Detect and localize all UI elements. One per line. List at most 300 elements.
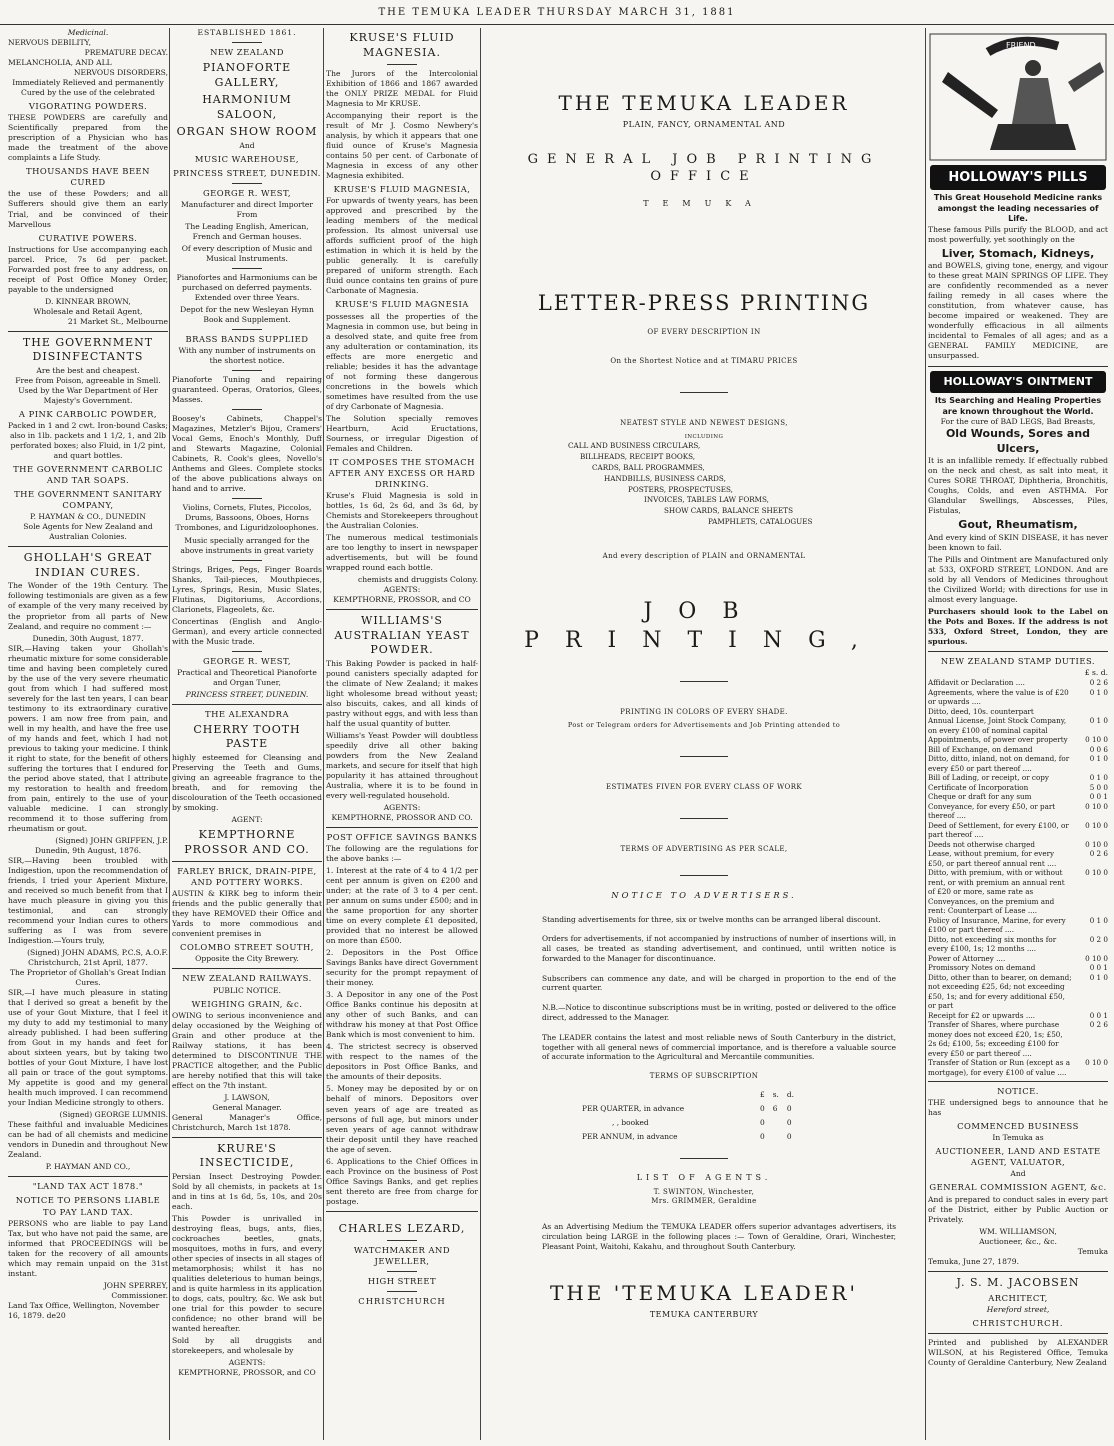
divider [680, 875, 728, 876]
job-office: GENERAL JOB PRINTING OFFICE [527, 151, 881, 185]
section-label: Medicinal. [67, 28, 109, 37]
ad-heading: This Great Household Medicine ranks amongst the leading necessaries of Life. [933, 193, 1103, 224]
ad-heading: GEORGE R. WEST, [202, 187, 292, 198]
job-text: On the Shortest Notice and at TIMARU PRICES [610, 356, 798, 365]
ad-heading: NERVOUS DISORDERS, [73, 68, 168, 78]
ad-text: SIR,—Having taken your Ghollah's rheumatic mixture for some considerable time and having been completely cured by the use of the very severe rheumatic gout from which I had suffered most severely for the last ten years, I can bear testimony to its extraordinary curative powers. I am now free from pain, and well in my health, and have the free use of my hands and feet, which I had not previous to taking your medicine. I think it right to state, for the benefit of others suffering the tortures that I endured for the period above stated, that I attribute my restoration to health and freedom from pain, entirely to the use of your valuable medicine. I can strongly recommend it to those suffering from rheumatism or gout. [8, 643, 168, 833]
ad-text: The Pills and Ointment are Manufactured only at 533, OXFORD STREET, LONDON. And are sold by all Vendors of Medicines throughout the Civilized World; with directions for use in almost every language. [928, 554, 1108, 604]
letterpress-heading: LETTER-PRESS PRINTING [537, 290, 871, 315]
ad-text: The numerous medical testimonials are too lengthy to insert in newspaper advertisements, but will be found wrapped round each bottle. [326, 533, 478, 573]
divider [387, 1240, 417, 1241]
job-text: PRINTING IN COLORS OF EVERY SHADE. [620, 708, 788, 717]
list-item: INVOICES, TABLES LAW FORMS, [644, 495, 769, 505]
ad-heading: COLOMBO STREET SOUTH, [180, 942, 314, 953]
ad-text: possesses all the properties of the Magnesia in common use, but being in a desolved state, and quite free from any adulteration or contamination, its effects are more energetic and reliable; besides it has the advantage of not forming these dangerous concretions in the bowels which sometimes have resulted from the use of dry Carbonate of Magnesia. [326, 311, 478, 411]
ad-heading: NEW ZEALAND RAILWAYS. [182, 973, 312, 984]
table-cell: Bill of Exchange, on demand [928, 744, 1033, 754]
ad-text: With any number of instruments on the shortest notice. [178, 346, 316, 366]
job-text: Post or Telegram orders for Advertisements and Job Printing attended to [567, 721, 841, 730]
ad-text: Purchasers should look to the Label on the Pots and Boxes. If the address is not 533, Oxford Street, London, they are spurious. [928, 606, 1108, 646]
ad-text: Kruse's Fluid Magnesia is sold in bottles, 1s 6d, 2s 6d, and 3s 6d, by Chemists and Storekeepers throughout the Australian Colonies. [326, 491, 478, 531]
job-text: ESTIMATES FIVEN FOR EVERY CLASS OF WORK [606, 783, 802, 792]
table-cell: PER ANNUM, in advance [582, 1131, 678, 1141]
table-cell: 0 10 0 [1085, 735, 1108, 745]
ad-text: Boosey's Cabinets, Chappel's Magazines, Metzler's Bijou, Cramers' Vocal Gems, Enoch's Monthly, Duff and Stewarts Magazine, Colonial Cabinets, R. Cook's glees, Novello's Anthems and Glees. Complete stocks of the above publications always on hand and to arrive. [172, 414, 322, 494]
masthead-text: THE TEMUKA LEADER THURSDAY MARCH 31, 1881 [378, 7, 736, 18]
ad-text: Hereford street, [986, 1305, 1050, 1315]
table-cell: 0 [786, 1117, 792, 1127]
ad-text: The Leading English, American, French and German houses. [185, 222, 309, 242]
ad-text: Free from Poison, agreeable in Smell. Used by the War Department of Her Majesty's Government. [15, 375, 161, 405]
divider [232, 268, 262, 269]
ad-heading: A PINK CARBOLIC POWDER, [18, 408, 158, 419]
ad-heading: NEW ZEALAND STAMP DUTIES. [940, 655, 1096, 666]
divider [232, 560, 262, 561]
table-row [928, 716, 1108, 735]
table-row [928, 1011, 1108, 1021]
ad-text: PUBLIC NOTICE. [213, 985, 281, 995]
ad-text: For upwards of twenty years, has been approved and prescribed by the leading members of the medical profession. Its almost universal use affords sufficient proof of the high estimation in which it is held by the public generally. It is carefully prepared of uniform strength. Each fluid ounce contains ten grains of pure Carbonate of Magnesia. [326, 196, 478, 296]
divider [232, 329, 262, 330]
table-row [928, 802, 1108, 821]
ad-text: Wholesale and Retail Agent, [33, 306, 143, 316]
divider [232, 498, 262, 499]
holloways-pills-banner: HOLLOWAY'S PILLS [930, 165, 1106, 190]
ad-text: Land Tax Office, Wellington, November 16, 1879. [8, 1300, 160, 1320]
table-cell: Ditto, not exceeding six months for every £100, 1s; 12 months .... [928, 934, 1057, 954]
ad-text: The Jurors of the Intercolonial Exhibition of 1866 and 1867 awarded the ONLY PRIZE MEDAL for Fluid Magnesia to Mr KRUSE. [326, 69, 478, 109]
ad-text: 2. Depositors in the Post Office Savings Banks have direct Government security for the prompt repayment of their money. [326, 948, 478, 988]
table-cell: Affidavit or Declaration .... [928, 678, 1025, 688]
job-title: THE 'TEMUKA LEADER' [550, 1280, 858, 1305]
divider [928, 366, 1108, 367]
divider [8, 546, 168, 547]
ad-signature: KEMPTHORNE, PROSSOR AND CO. [331, 813, 473, 822]
ad-heading: WILLIAMS'S AUSTRALIAN YEAST POWDER. [334, 614, 470, 657]
table-cell: Transfer of Shares, where purchase money does not exceed £20, 1s; £50, 2s 6d; £100, 5s; exceeding £100 for every £50 or part thereof .... [928, 1020, 1063, 1058]
holloway-illustration [928, 32, 1108, 162]
divider [680, 392, 728, 393]
ad-heading: CHARLES LEZARD, [338, 1221, 466, 1235]
ad-heading: NERVOUS DEBILITY, [8, 38, 91, 48]
ad-text: Pianofortes and Harmoniums can be purchased on deferred payments. Extended over three Years. [176, 273, 318, 303]
holloways-ointment-banner: HOLLOWAY'S OINTMENT [930, 371, 1106, 394]
table-cell: 0 1 0 [1089, 754, 1108, 764]
table-row [928, 840, 1108, 850]
job-town: TEMUKA [643, 199, 765, 209]
ad-date: Christchurch, 21st April, 1877. [28, 958, 148, 968]
table-row [928, 1020, 1108, 1058]
divider [232, 42, 262, 43]
table-row [928, 849, 1108, 868]
table-row [928, 935, 1108, 954]
ad-text: And is prepared to conduct sales in every part of the District, either by Public Auction or Privately. [928, 1194, 1108, 1224]
table-cell: 0 10 0 [1085, 868, 1108, 878]
table-cell: 0 10 0 [1085, 953, 1108, 963]
column-2 [172, 28, 322, 1440]
ad-date: Temuka, June 27, 1879. [928, 1256, 1019, 1266]
ad-text: Manufacturer and direct Importer From [180, 199, 314, 219]
ad-heading: IT COMPOSES THE STOMACH AFTER ANY EXCESS OR HARD DRINKING. [328, 456, 476, 489]
table-row [582, 1103, 800, 1115]
ad-heading: PIANOFORTE GALLERY, [202, 61, 292, 89]
job-printing-heading: JOB PRINTING, [524, 599, 884, 654]
table-cell: Deeds not otherwise charged [928, 839, 1036, 849]
table-cell: Appointments, of power over property [928, 735, 1068, 745]
ad-text: General Manager's Office, Christchurch, March 1st 1878. [172, 1112, 322, 1132]
divider [680, 1158, 728, 1159]
ad-heading: KRURE'S INSECTICIDE, [199, 1141, 295, 1170]
ad-text: and BOWELS, giving tone, energy, and vigour to these great MAIN SPRINGS OF LIFE. They are confidently recommended as a never failing remedy in all cases where the constitution, from whatever cause, has become impaired or weakened. They are wonderfully efficacious in all ailments incidental to Females of all ages; and as a GENERAL FAMILY MEDICINE, are unsurpassed. [928, 261, 1108, 361]
ad-text: Opposite the City Brewery. [195, 954, 299, 964]
ad-text: Persian Insect Destroying Powder. Sold by all chemists, in packets at 1s and in tins at 1s 6d, 5s, 10s, and 20s each. [172, 1171, 322, 1211]
notice-text: The LEADER contains the latest and most reliable news of South Canterbury in the district, together with all general news of commercial importance, and is therefore a valuable source of accurate information to the Agricultural and Mercantile communities. [542, 1032, 896, 1062]
divider [928, 1271, 1108, 1272]
table-cell: Lease, without premium, for every £50, or part thereof annual rent .... [928, 849, 1057, 868]
ad-heading: BRASS BANDS SUPPLIED [185, 334, 309, 345]
job-text: NEATEST STYLE AND NEWEST DESIGNS, [620, 418, 788, 427]
table-cell [582, 1089, 758, 1101]
ad-text: These faithful and invaluable Medicines can be had of all chemists and medicine vendors in Dunedin and throughout New Zealand. [8, 1120, 168, 1160]
ad-text: Williams's Yeast Powder will doubtless speedily drive all other baking powders from the New Zealand markets, and secure for itself that high popularity it has attained throughout Australia, where it is to be found in every well-regulated household. [326, 730, 478, 800]
table-cell: Transfer of Station or Run (except as a mortgage), for every £100 of value .... [928, 1058, 1070, 1077]
job-text: OF EVERY DESCRIPTION IN [647, 327, 761, 336]
table-cell [1072, 707, 1108, 717]
ad-heading: THE GOVERNMENT DISINFECTANTS [22, 335, 154, 364]
divider [680, 818, 728, 819]
ad-signature: JOHN SPERREY, [103, 1280, 168, 1290]
table-row [928, 963, 1108, 973]
table-cell: Ditto, ditto, inland, not on demand, for every £50 or part thereof .... [928, 754, 1070, 773]
ad-text: 3. A Depositor in any one of the Post Office Banks continue his depositn at any other of such Banks, and can withdraw his money at that Post Office Bank which is most convenient to him. [326, 990, 478, 1040]
ad-heading: THE ALEXANDRA [205, 708, 289, 719]
ad-text: Of every description of Music and Musical Instruments. [181, 244, 313, 264]
notice-text: As an Advertising Medium the TEMUKA LEADER offers superior advantages advertisers, its circulation being LARGE in the following places :— Town of Geraldine, Orari, Winchester, Pleasant Point, Waitohi, Kakahu, and throughout South Canterbury. [542, 1222, 896, 1251]
ad-heading: KRUSE'S FLUID MAGNESIA. [349, 31, 455, 59]
subscription-heading: TERMS OF SUBSCRIPTION [649, 1072, 759, 1081]
ad-signature: (Signed) JOHN GRIFFEN, J.P. [55, 835, 168, 845]
ad-text: And [1010, 1169, 1026, 1179]
ad-text: AGENT: [231, 815, 263, 825]
table-header: £ s. d. [1084, 668, 1108, 678]
ad-heading: CHRISTCHURCH [358, 1296, 446, 1307]
table-cell: 0 [786, 1104, 792, 1114]
divider [232, 183, 262, 184]
list-item: CARDS, BALL PROGRAMMES, [592, 463, 705, 473]
ad-heading: THE GOVERNMENT SANITARY COMPANY, [14, 489, 162, 511]
ad-signature: P. HAYMAN AND CO., [45, 1162, 131, 1172]
divider [928, 651, 1108, 652]
divider [680, 756, 728, 757]
divider [232, 409, 262, 410]
divider [928, 1081, 1108, 1082]
ad-text: AUSTIN & KIRK beg to inform their friends and the public generally that they have REMOVED their Office and Yards to more commodious and convenient premises in [172, 889, 322, 939]
divider [232, 370, 262, 371]
ad-heading: KRUSE'S FLUID MAGNESIA, [333, 184, 471, 195]
table-cell: 0 [786, 1131, 792, 1141]
ad-text: AGENTS: [228, 1358, 266, 1368]
table-cell: Annual License, Joint Stock Company, on every £100 of nominal capital [928, 716, 1067, 735]
ad-heading: MUSIC WAREHOUSE, [194, 153, 300, 164]
list-item: BILLHEADS, RECEIPT BOOKS, [580, 452, 696, 462]
table-cell: 6 [772, 1104, 778, 1114]
table-cell: 0 0 1 [1089, 1010, 1108, 1020]
column-1 [8, 28, 168, 1440]
ad-heading: AUCTIONEER, LAND AND ESTATE AGENT, VALUATOR, [935, 1146, 1101, 1168]
ad-text: The Solution specially removes Heartburn, Acid Eructations, Sourness, or irregular Digestion of Females and Children. [326, 413, 478, 453]
column-rule [323, 28, 324, 1440]
table-cell: 0 2 0 [1089, 934, 1108, 944]
ad-signature: WM. WILLIAMSON, [979, 1226, 1057, 1236]
table-row [582, 1117, 800, 1129]
ad-heading: NOTICE. [997, 1086, 1039, 1097]
ad-text: And every kind of SKIN DISEASE, it has never been known to fail. [928, 532, 1108, 552]
ad-text: 6. Applications to the Chief Offices in each Province on the business of Post Office Savings Banks, and get replies sent thereto are free from charge for postage. [326, 1156, 478, 1206]
ad-heading: GHOLLAH'S GREAT INDIAN CURES. [23, 551, 153, 579]
subscription-table [580, 1087, 802, 1144]
table-cell: 0 2 6 [1089, 678, 1108, 688]
column-5 [928, 28, 1108, 1440]
ad-heading: CURATIVE POWERS. [38, 232, 138, 243]
ad-text: Immediately Relieved and permanently Cured by the use of the celebrated [12, 78, 164, 98]
ad-heading: PRINCESS STREET, DUNEDIN. [173, 167, 321, 178]
table-cell: 0 1 0 [1089, 972, 1108, 982]
ad-date: Dunedin, 9th August, 1876. [34, 845, 142, 855]
ad-text: For the cure of BAD LEGS, Bad Breasts, [940, 417, 1096, 427]
ad-land-tax [8, 1181, 168, 1320]
table-cell: Agreements, where the value is of £20 or upwards .... [928, 687, 1069, 707]
table-cell: 0 10 0 [1085, 801, 1108, 811]
column-rule [925, 28, 926, 1440]
table-cell: 0 1 0 [1089, 687, 1108, 697]
ad-heading: NOTICE TO PERSONS LIABLE TO PAY LAND TAX. [15, 1195, 161, 1217]
ad-text: SIR,—I have much pleasure in stating that I derived so great a benefit by the use of your Gout Mixture, that I feel it my duty to add my testimonial to many already published. I had been suffering from Gout in my hands and feet for about sixteen years, but by taking two bottles of your Gout Mixture, I have lost all pain or trace of the gout symptoms. My appetite is good and my general health much improved. I can recommend your Indian Medicine strongly to others. [8, 988, 168, 1108]
table-cell: 0 0 1 [1089, 792, 1108, 802]
ad-heading: WEIGHING GRAIN, &c. [191, 998, 303, 1009]
table-header: d. [786, 1090, 794, 1100]
divider [8, 1176, 168, 1177]
table-row [928, 678, 1108, 688]
table-cell: 5 0 0 [1089, 782, 1108, 792]
table-row [928, 773, 1108, 783]
table-cell: 0 2 6 [1089, 849, 1108, 859]
divider [8, 331, 168, 332]
table-cell: Conveyance, for every £50, or part thereof .... [928, 801, 1056, 821]
table-cell: Ditto, other than to bearer, on demand; not exceeding £25, 6d; not exceeding £50, 1s; and for every additional £50, or part [928, 972, 1072, 1011]
table-cell: 0 [760, 1104, 765, 1114]
masthead [0, 4, 1114, 25]
divider [172, 861, 322, 862]
divider [387, 1271, 417, 1272]
ad-text: The following are the regulations for the above banks :— [326, 844, 478, 864]
ad-text: General Manager. [212, 1102, 282, 1112]
table-cell: 0 0 1 [1089, 963, 1108, 973]
ad-heading: Its Searching and Healing Properties are known throughout the World. [934, 396, 1102, 416]
ad-signature: KEMPTHORNE PROSSOR AND CO. [184, 828, 310, 856]
ad-text: Instructions for Use accompanying each parcel. Price, 7s 6d per packet. Forwarded post free to any address, on receipt of Post Office Money Order, payable to the undersigned [8, 244, 168, 294]
ad-text: Concertinas (English and Anglo-German), and every article connected with the Music trade. [172, 616, 322, 646]
table-row [928, 783, 1108, 793]
ad-heading: POST OFFICE SAVINGS BANKS [326, 832, 478, 843]
list-item: SHOW CARDS, BALANCE SHEETS [664, 506, 794, 516]
divider [172, 704, 322, 705]
table-row [928, 792, 1108, 802]
ad-heading: COMMENCED BUSINESS [957, 1121, 1079, 1132]
ad-text: the use of these Powders; and all Sufferers should give them an early Trial, and be convinced of their Marvellous [8, 189, 168, 229]
ad-text: PRINCESS STREET, DUNEDIN. [185, 689, 309, 699]
job-text: INCLUDING [684, 434, 724, 441]
job-subtitle: TEMUKA CANTERBURY [649, 1310, 759, 1320]
column-rule [169, 28, 170, 1440]
ad-heading: ARCHITECT, [988, 1293, 1048, 1304]
table-row [928, 754, 1108, 773]
table-cell: 0 [760, 1131, 765, 1141]
ad-text: chemists and druggists Colony. [358, 575, 478, 585]
ad-text: Practical and Theoretical Pianoforte and Organ Tuner, [177, 667, 317, 687]
ad-ghollah [8, 551, 168, 1172]
table-row [928, 1058, 1108, 1077]
ad-text: Sold by all druggists and storekeepers, and wholesale by [172, 1336, 322, 1356]
ad-text: THESE POWDERS are carefully and Scientifically prepared from the prescription of a Physician who has made the treatment of the above complaints a Life Study. [8, 113, 168, 163]
job-subtitle: PLAIN, FANCY, ORNAMENTAL AND [622, 120, 786, 130]
table-cell: Ditto, deed, 10s. counterpart [928, 706, 1034, 716]
ad-text: 1. Interest at the rate of 4 to 4 1/2 per cent per annum is given on £200 and under; at the rate of 3 to 4 per cent. per annum on sums under £500; and in the same proportion for any shorter time on every complete £1 deposited, provided that no interest be allowed on more than £500. [326, 866, 478, 946]
ad-text: It is an infallible remedy. If effectually rubbed on the neck and chest, as salt into meat, it Cures SORE THROAT, Diphtheria, Bronchitis, Coughs, Colds, and even ASTHMA. For Glandular Swellings, Abscesses, Piles, Fistulas, [928, 456, 1108, 516]
ad-text: 4. The strictest secrecy is observed with respect to the names of the depositors in Post Office Banks, and the amounts of their deposits. [326, 1042, 478, 1082]
table-cell: 0 10 0 [1085, 820, 1108, 830]
divider [326, 609, 478, 610]
table-row [928, 688, 1108, 707]
table-row [928, 821, 1108, 840]
table-cell: Policy of Insurance, Marine, for every £100 or part thereof .... [928, 915, 1066, 935]
ad-text: The Proprietor of Ghollah's Great Indian Cures. [9, 968, 167, 988]
ad-text: Accompanying their report is the result of Mr J. Cosmo Newbery's analysis, by which it appears that one fluid ounce of Kruse's Magnesia contains 50 per cent. of Carbonate of Magnesia in excess of any other Magnesia exhibited. [326, 111, 478, 181]
seated-figure-icon [928, 32, 1108, 162]
ad-signature: (Signed) JOHN ADAMS, P.C.S, A.O.F. [27, 948, 168, 958]
job-title: THE TEMUKA LEADER [558, 91, 850, 115]
ad-text: Commissioner. [111, 1290, 168, 1300]
ad-heading: VIGORATING POWDERS. [28, 101, 148, 112]
ad-text: AGENTS: [383, 802, 421, 812]
table-cell: 0 [760, 1117, 765, 1127]
table-row [928, 735, 1108, 745]
ad-heading: WATCHMAKER AND JEWELLER, [353, 1245, 451, 1267]
ad-heading: HIGH STREET [367, 1276, 437, 1287]
ad-text: Pianoforte Tuning and repairing guaranteed. Operas, Oratorios, Glees, Masses. [172, 375, 322, 405]
column-rule [480, 28, 481, 1440]
ad-text: This Baking Powder is packed in half-pound canisters specially adapted for the climate of New Zealand; it makes light wholesome bread without yeast; also biscuits, cakes, and all kinds of pastry without eggs, and with less than half the usual quantity of butter. [326, 658, 478, 728]
ad-signature: KEMPTHORNE, PROSSOR, and CO [333, 595, 471, 605]
ad-heading: CHERRY TOOTH PASTE [193, 722, 301, 751]
table-cell: 0 10 0 [1085, 839, 1108, 849]
divider [232, 651, 262, 652]
table-row [928, 745, 1108, 755]
table-header: £ [760, 1090, 765, 1100]
ad-signature: KEMPTHORNE, PROSSOR, and CO [178, 1368, 316, 1378]
ad-heading: GENERAL COMMISSION AGENT, &c. [929, 1182, 1107, 1193]
divider [172, 968, 322, 969]
list-item: CALL AND BUSINESS CIRCULARS, [568, 441, 701, 451]
ad-text: These famous Pills purify the BLOOD, and act most powerfully, yet soothingly on the [928, 224, 1108, 244]
table-cell: 0 1 0 [1089, 915, 1108, 925]
notice-text: Orders for advertisements, if not accompanied by instructions of number of insertions will, in all cases, be treated as standing advertisement, and continued, until written notice is forwarded to the Manager for discontinuance. [542, 934, 896, 963]
ad-heading: "LAND TAX ACT 1878." [32, 1181, 144, 1192]
divider [928, 1333, 1108, 1334]
table-cell: , , booked [612, 1117, 649, 1127]
job-items-list [568, 441, 924, 527]
ad-text: AGENTS: [383, 585, 421, 595]
table-row [928, 973, 1108, 1011]
ad-heading: KRUSE'S FLUID MAGNESIA [335, 299, 469, 310]
table-cell: Cheque or draft for any sum [928, 792, 1032, 802]
divider [172, 1137, 322, 1138]
table-cell: 0 1 0 [1089, 773, 1108, 783]
ad-heading: J. S. M. JACOBSEN [956, 1275, 1080, 1289]
ad-date: Dunedin, 30th August, 1877. [32, 633, 144, 643]
table-row [582, 1131, 800, 1143]
ad-text: Are the best and cheapest. [36, 365, 140, 375]
ad-heading: PREMATURE DECAY. [84, 48, 168, 58]
table-cell [773, 1117, 785, 1129]
ad-text: Auctioneer, &c., &c. [979, 1236, 1057, 1246]
stamp-duties-table [928, 678, 1108, 1077]
ad-signature: P. HAYMAN & CO., DUNEDIN [30, 512, 146, 522]
ad-heading: HARMONIUM SALOON, [202, 93, 292, 121]
ad-text: The Wonder of the 19th Century. The following testimonials are given as a few of example of the very many received by the proprietor from all parts of New Zealand, and require no comment :— [8, 581, 168, 631]
divider [326, 827, 478, 828]
ad-heading: FARLEY BRICK, DRAIN-PIPE, AND POTTERY WORKS. [177, 866, 317, 888]
list-item: POSTERS, PROSPECTUSES, [628, 484, 733, 494]
table-row [928, 954, 1108, 964]
ad-text: Violins, Cornets, Flutes, Piccolos, Drums, Bassoons, Oboes, Horns Trombones, and Liguridzoloophones. [175, 503, 319, 533]
imprint: Printed and published by ALEXANDER WILSON, at his Registered Office, Temuka County of Geraldine Canterbury, New Zealand [928, 1338, 1108, 1368]
table-cell: PER QUARTER, in advance [582, 1104, 685, 1114]
table-cell: 0 2 6 [1089, 1020, 1108, 1030]
ad-text: Strings, Briges, Pegs, Finger Boards Shanks, Tail-pieces, Mouthpieces, Lyres, Springs, Resin, Music Slates, Flutinas, Digitoriums, Accordions, Clarionets, Flageolets, &c. [172, 564, 322, 614]
notice-heading: NOTICE TO ADVERTISERS. [611, 889, 797, 900]
table-row [582, 1089, 800, 1101]
ad-text: Sole Agents for New Zealand and Australian Colonies. [23, 522, 153, 542]
ad-text [8, 1301, 168, 1321]
table-row [928, 868, 1108, 916]
agent-name: T. SWINTON, Winchester, [653, 1187, 755, 1196]
ad-heading: THE GOVERNMENT CARBOLIC AND TAR SOAPS. [13, 464, 163, 486]
ad-signature: GEORGE R. WEST, [202, 655, 292, 666]
notice-text: Standing advertisements for three, six or twelve months can be arranged liberal discount. [542, 914, 881, 924]
ad-text: Depot for the new Wesleyan Hymn Book and Supplement. [180, 305, 314, 325]
table-cell [773, 1131, 785, 1143]
column-4-job-printing [484, 28, 924, 1440]
ad-heading: CHRISTCHURCH. [972, 1318, 1064, 1329]
ad-text: SIR,—Having been troubled with Indigestion, upon the recommendation of friends, I tried your Aperient Mixture, and received so much benefit from that I have much pleasure in giving you this testimonial, and can strongly recommend your Indian cures to others suffering as I was from severe Indigestion.—Yours truly, [8, 855, 168, 945]
table-cell: 0 0 6 [1089, 744, 1108, 754]
ad-signature: J. LAWSON, [224, 1092, 270, 1102]
notice-text: Subscribers can commence any date, and will be charged in proportion to the end of the current quarter. [542, 973, 896, 993]
ad-text: Packed in 1 and 2 cwt. Iron-bound Casks; also in 1lb. packets and 1 1/2, 1, and 2lb perforated boxes; also Fluid, in 1/2 pint, and quart bottles. [8, 420, 168, 460]
table-header: s. [772, 1090, 779, 1100]
ad-text: THE undersigned begs to announce that he has [928, 1098, 1108, 1118]
ad-disinfectants [8, 336, 168, 543]
ad-heading: ORGAN SHOW ROOM [176, 125, 318, 139]
agent-name: Mrs. GRIMMER, Geraldine [651, 1197, 757, 1206]
divider [387, 1291, 417, 1292]
table-cell: Deed of Settlement, for every £100, or part thereof .... [928, 820, 1069, 840]
ad-heading: Old Wounds, Sores and Ulcers, [945, 427, 1091, 455]
ad-text: This Powder is unrivalled in destroying fleas, bugs, ants, flies, cockroaches beetles, gnats, mosquitoes, moths in furs, and every other species of insects in all stages of metamorphosis; whilst it has no qualities deleterious to human beings, and is quite harmless in its application to dogs, cats, poultry, &c. We ask but one trial for this powder to secure confidence; no other brand will be wanted hereafter. [172, 1213, 322, 1334]
ad-nervous [8, 38, 168, 327]
table-row [928, 707, 1108, 717]
job-text: TERMS OF ADVERTISING AS PER SCALE, [620, 845, 788, 854]
